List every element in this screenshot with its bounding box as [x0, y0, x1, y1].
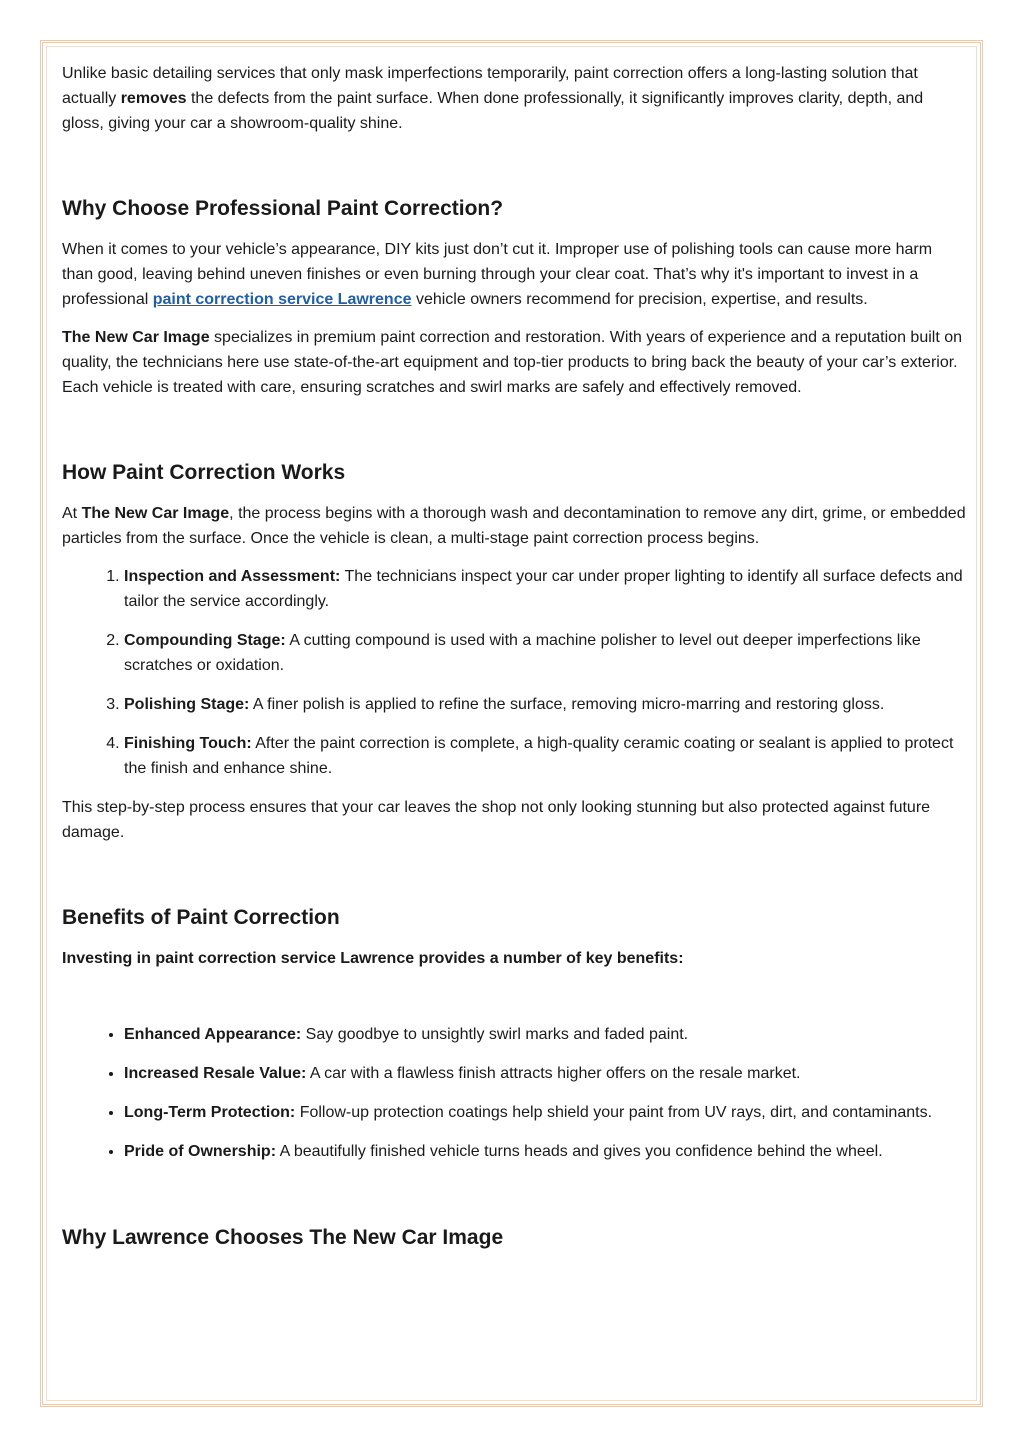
list-item: • Pride of Ownership: A beautifully finished vehicle turns heads and gives you confidence behind the wheel. [124, 1139, 967, 1164]
list-item: 1. Inspection and Assessment: The technicians inspect your car under proper lighting to identify all surface defects and tailor the service accordingly. [124, 564, 967, 614]
intro-paragraph: Unlike basic detailing services that only mask imperfections temporarily, paint correction offers a long-lasting solution that actually removes the defects from the paint surface. When done professionally, it significantly improves clarity, depth, and gloss, giving your car a showroom-quality shine. [62, 65, 924, 132]
list-item: 3. Polishing Stage: A finer polish is applied to refine the surface, removing micro-marring and restoring gloss. [124, 692, 967, 717]
heading-benefits: Benefits of Paint Correction [62, 906, 340, 929]
why-paragraph-1: When it comes to your vehicle’s appearance, DIY kits just don’t cut it. Improper use of polishing tools can cause more harm than good, leaving behind uneven finishes or even burning through your clear coat. That’s why it's important to invest in a professional paint correction service Lawrence vehicle owners recommend for precision, expertise, and results. [62, 241, 933, 308]
benefits-list [62, 1022, 967, 1164]
list-item: • Long-Term Protection: Follow-up protection coatings help shield your paint from UV rays, dirt, and contaminants. [124, 1100, 967, 1125]
list-item: • Enhanced Appearance: Say goodbye to unsightly swirl marks and faded paint. [124, 1022, 967, 1047]
step-title: Polishing Stage: [124, 696, 250, 713]
step-title: Finishing Touch: [124, 735, 252, 752]
list-item: • Increased Resale Value: A car with a flawless finish attracts higher offers on the resale market. [124, 1061, 967, 1086]
step-title: Inspection and Assessment: [124, 568, 341, 585]
process-steps-list [62, 564, 967, 781]
benefit-title: Long-Term Protection: [124, 1104, 296, 1121]
benefit-title: Pride of Ownership: [124, 1143, 277, 1160]
benefits-lead: Investing in paint correction service Lawrence provides a number of key benefits: [62, 950, 684, 967]
intro-emphasis: removes [120, 90, 187, 107]
how-intro-paragraph: At The New Car Image, the process begins with a thorough wash and decontamination to remove any dirt, grime, or embedded particles from the surface. Once the vehicle is clean, a multi-stage paint correction process begins. [62, 505, 966, 547]
list-item: 2. Compounding Stage: A cutting compound is used with a machine polisher to level out deeper imperfections like scratches or oxidation. [124, 628, 967, 678]
step-title: Compounding Stage: [124, 632, 286, 649]
company-name: The New Car Image [81, 505, 230, 522]
benefit-title: Enhanced Appearance: [124, 1026, 302, 1043]
heading-why-lawrence: Why Lawrence Chooses The New Car Image [62, 1226, 504, 1249]
why-paragraph-2: The New Car Image specializes in premium paint correction and restoration. With years of experience and a reputation built on quality, the technicians here use state-of-the-art equipment and top-tier products to bring back the beauty of your car’s exterior. Each vehicle is treated with care, ensuring scratches and swirl marks are safely and effectively removed. [62, 329, 963, 396]
how-outro-paragraph: This step-by-step process ensures that your car leaves the shop not only looking stunning but also protected against future damage. [62, 799, 931, 841]
benefit-title: Increased Resale Value: [124, 1065, 307, 1082]
document-body [62, 61, 967, 1266]
paint-correction-service-link[interactable]: paint correction service Lawrence [152, 291, 412, 308]
company-name: The New Car Image [62, 329, 210, 346]
heading-why-choose: Why Choose Professional Paint Correction? [62, 197, 504, 220]
list-item: 4. Finishing Touch: After the paint correction is complete, a high-quality ceramic coating or sealant is applied to protect the finish and enhance shine. [124, 731, 967, 781]
heading-how-it-works: How Paint Correction Works [62, 461, 346, 484]
